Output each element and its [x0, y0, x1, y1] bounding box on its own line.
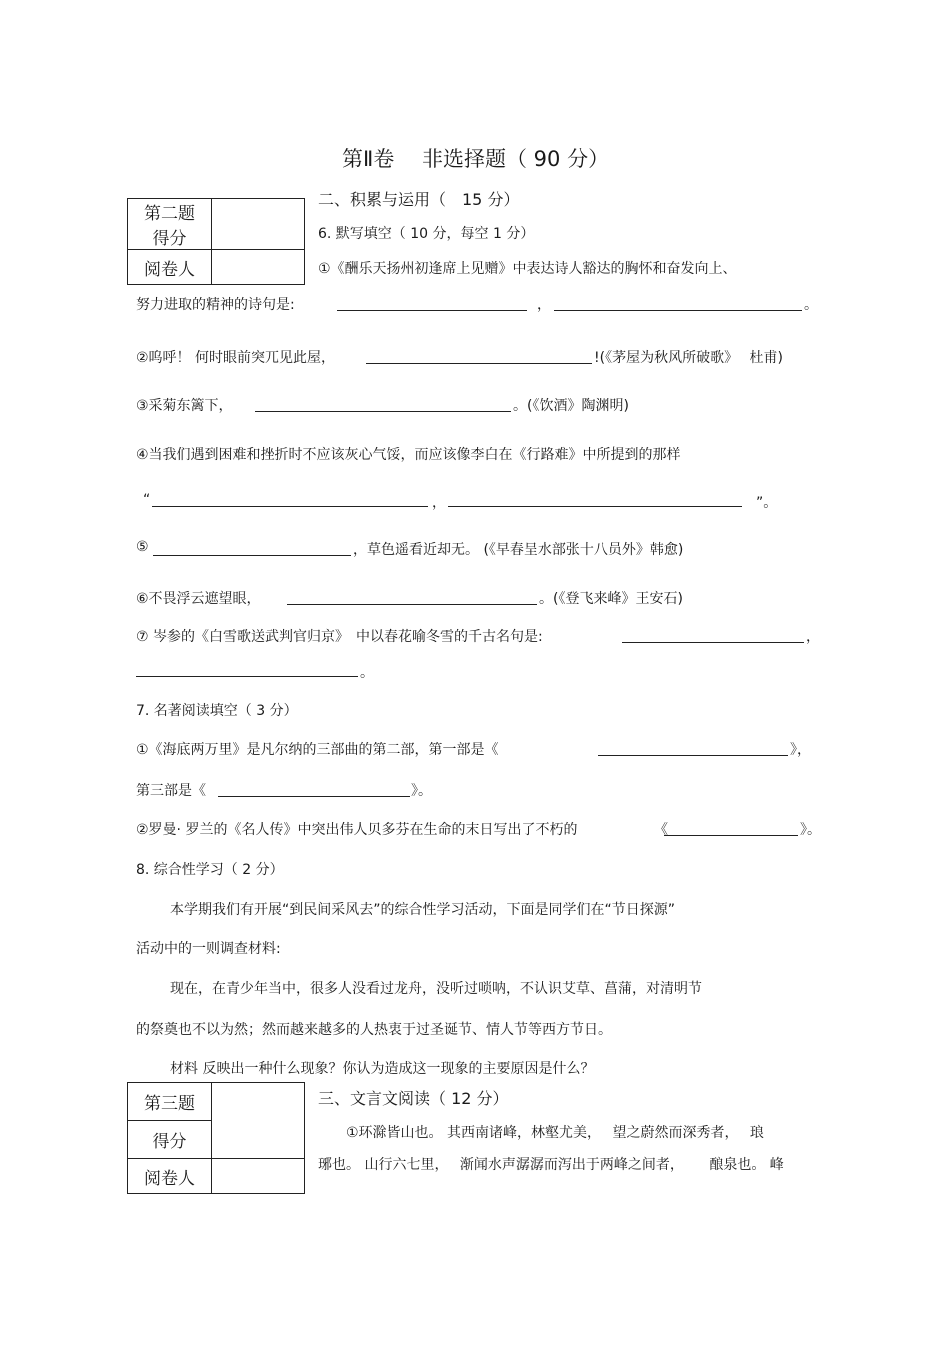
answer-blank[interactable]: [366, 349, 592, 364]
q6-item-1-line2: [136, 294, 295, 314]
q7-item-3-end: 》。: [800, 822, 821, 838]
q8-paragraph-2: 现在，在青少年当中，很多人没看过龙舟，没听过唢呐，不认识艾草、菖蒲，对清明节: [170, 981, 702, 997]
answer-blank[interactable]: [598, 741, 788, 756]
answer-blank[interactable]: [622, 628, 804, 643]
period: 。: [360, 665, 374, 681]
q6-item-5: ，草色遥看近却无。 (《早春呈水部张十八员外》韩愈): [353, 542, 684, 558]
quote-close: ”。: [756, 495, 778, 511]
q8-question: 材料 反映出一种什么现象？你认为造成这一现象的主要原因是什么？: [170, 1061, 595, 1077]
answer-blank[interactable]: [287, 590, 537, 605]
q6-item-1-line1: ①《酬乐天扬州初逢席上见赠》中表达诗人豁达的胸怀和奋发向上、: [318, 261, 737, 277]
q7-item-2: 第三部是《: [136, 783, 206, 799]
answer-blank[interactable]: [554, 296, 802, 311]
q6-item-2: ②呜呼！ 何时眼前突兀见此屋，: [136, 350, 336, 366]
answer-blank[interactable]: [255, 397, 511, 412]
classical-text-line-1: ①环滁皆山也。 其西南诸峰，林壑尤美， 望之蔚然而深秀者， 琅: [346, 1125, 764, 1141]
score-box-label: 得分: [128, 1121, 212, 1159]
comma: ，: [806, 629, 820, 645]
q6-title: 6. 默写填空（ 10 分，每空 1 分）: [318, 226, 535, 242]
answer-blank[interactable]: [218, 782, 410, 797]
q6-item-6-source: 。(《登飞来峰》王安石): [539, 591, 683, 607]
score-box-title: 第三题: [128, 1083, 212, 1121]
score-cell[interactable]: [212, 1083, 305, 1159]
q6-item-3-source: 。(《饮酒》陶渊明): [513, 398, 629, 414]
grader-cell[interactable]: [212, 250, 305, 285]
grader-label: 阅卷人: [128, 1159, 212, 1194]
q6-item-6: ⑥不畏浮云遮望眼，: [136, 591, 261, 607]
section-heading-3: 三、文言文阅读（ 12 分）: [318, 1089, 509, 1108]
q8-paragraph-1: 本学期我们有开展“到民间采风去”的综合性学习活动，下面是同学们在“节日探源”: [170, 902, 676, 918]
classical-text-line-2: 琊也。 山行六七里， 渐闻水声潺潺而泻出于两峰之间者， 酿泉也。 峰: [318, 1157, 784, 1173]
score-box-part2: [127, 198, 305, 285]
comma: ，: [432, 495, 446, 511]
answer-blank[interactable]: [152, 492, 428, 507]
grader-label: 阅卷人: [128, 250, 212, 285]
q7-item-1-end: 》，: [790, 742, 811, 758]
q6-item-1-text: 努力进取的精神的诗句是:: [136, 297, 295, 313]
section-heading-2: 二、积累与运用（ 15 分）: [318, 190, 520, 209]
score-box-part3: [127, 1082, 305, 1194]
answer-blank[interactable]: [337, 296, 527, 311]
q6-item-2-source: !(《茅屋为秋风所破歌》 杜甫): [594, 350, 783, 366]
q6-item-7: ⑦ 岑参的《白雪歌送武判官归京》 中以春花喻冬雪的千古名句是:: [136, 629, 543, 645]
score-box-label: 第二题 得分: [128, 199, 212, 250]
q6-item-4: ④当我们遇到困难和挫折时不应该灰心气馁，而应该像李白在《行路难》中所提到的那样: [136, 447, 681, 463]
q8-title: 8. 综合性学习（ 2 分）: [136, 862, 284, 878]
quote-open: “: [143, 492, 151, 508]
q8-paragraph-2-cont: 的祭奠也不以为然；然而越来越多的人热衷于过圣诞节、情人节等西方节日。: [136, 1022, 612, 1038]
q6-item-3: ③采菊东篱下，: [136, 398, 233, 414]
q7-item-3: ②罗曼· 罗兰的《名人传》中突出伟人贝多芬在生命的末日写出了不朽的: [136, 822, 578, 838]
answer-blank[interactable]: [664, 821, 798, 836]
grader-cell[interactable]: [212, 1159, 305, 1194]
q6-item-5-num: ⑤: [136, 539, 149, 555]
answer-blank[interactable]: [153, 541, 351, 556]
answer-blank[interactable]: [448, 492, 742, 507]
q7-item-3-open: 《: [654, 822, 668, 838]
answer-blank[interactable]: [136, 662, 358, 677]
q7-item-2-end: 》。: [411, 783, 432, 799]
q7-item-1: ①《海底两万里》是凡尔纳的三部曲的第二部，第一部是《: [136, 742, 499, 758]
page-title: 第Ⅱ卷 非选择题（ 90 分）: [342, 147, 610, 171]
q7-title: 7. 名著阅读填空（ 3 分）: [136, 703, 298, 719]
q8-paragraph-1-cont: 活动中的一则调查材料:: [136, 941, 281, 957]
score-cell[interactable]: [212, 199, 305, 250]
